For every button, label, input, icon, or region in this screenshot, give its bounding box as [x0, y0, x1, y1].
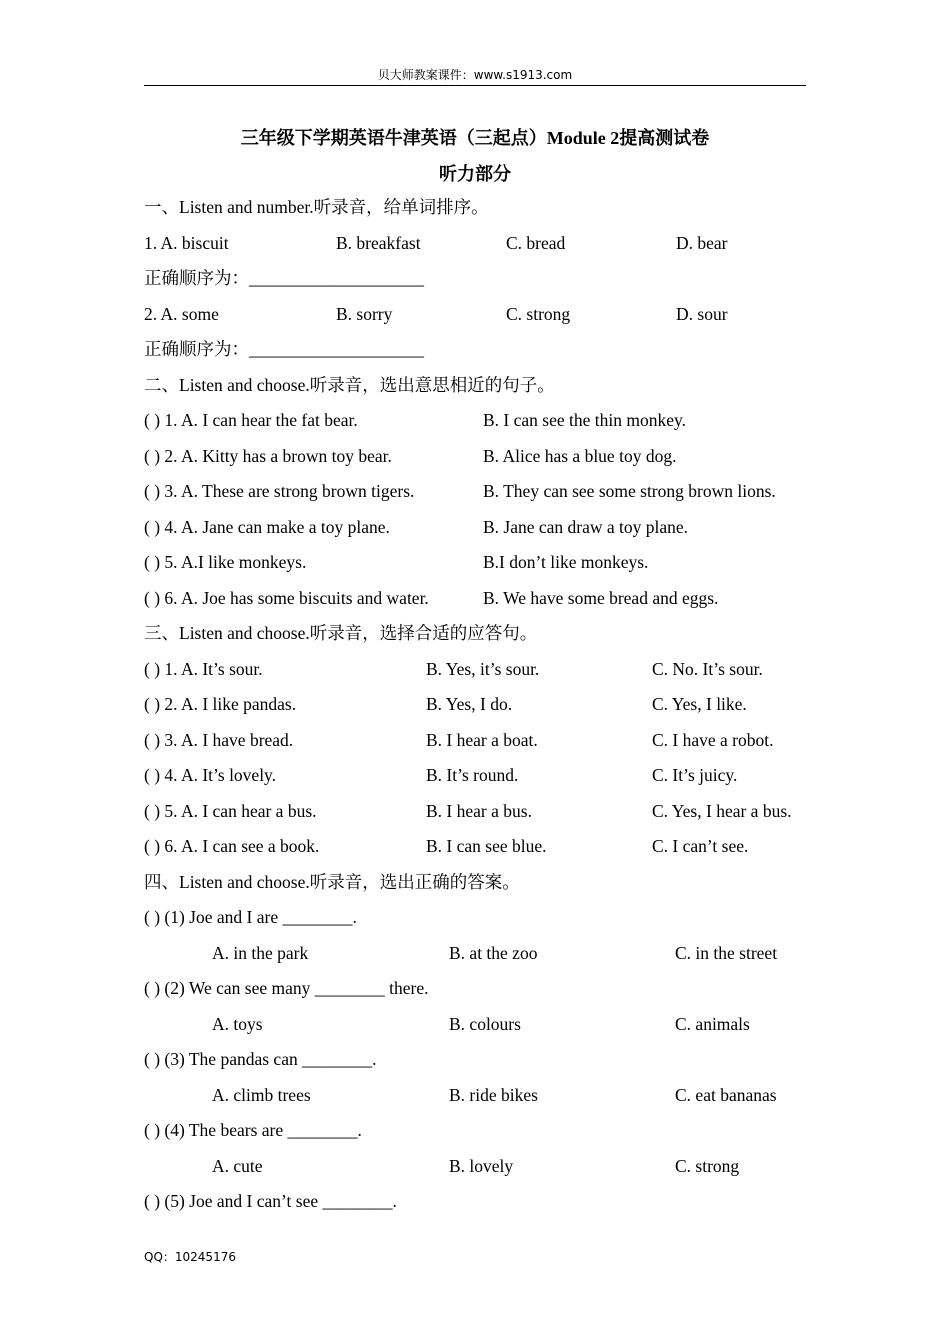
part4-option-b: B. ride bikes	[449, 1085, 538, 1105]
part4-option-c: C. in the street	[675, 943, 778, 963]
part1-heading: 一、Listen and number.听录音，给单词排序。	[144, 197, 489, 217]
part2-item-option-b: B. Jane can draw a toy plane.	[483, 517, 689, 537]
part2-item-option-b: B. We have some bread and eggs.	[483, 588, 719, 608]
page-footer: QQ：10245176	[144, 1250, 236, 1264]
part1-q2-option-a: 2. A. some	[144, 304, 219, 324]
part3-item-option-a: ( ) 4. A. It’s lovely.	[144, 765, 277, 785]
part1-q2-option-b: B. sorry	[336, 304, 393, 324]
part4-question: ( ) (3) The pandas can ________.	[144, 1049, 377, 1069]
part3-item-option-a: ( ) 1. A. It’s sour.	[144, 659, 263, 679]
part4-option-c: C. animals	[675, 1014, 750, 1034]
part2-item-option-a: ( ) 5. A.I like monkeys.	[144, 552, 307, 572]
part3-item-option-c: C. Yes, I hear a bus.	[652, 801, 792, 821]
part2-item-option-b: B.I don’t like monkeys.	[483, 552, 649, 572]
page-header: 贝大师教案课件：www.s1913.com	[377, 68, 573, 82]
part4-question: ( ) (1) Joe and I are ________.	[144, 907, 357, 927]
part4-option-a: A. cute	[212, 1156, 263, 1176]
part2-item-option-b: B. Alice has a blue toy dog.	[483, 446, 677, 466]
exam-title: 三年级下学期英语牛津英语（三起点）Module 2提高测试卷	[240, 128, 710, 148]
part4-question: ( ) (2) We can see many ________ there.	[144, 978, 429, 998]
header-divider	[144, 85, 806, 86]
part3-heading: 三、Listen and choose.听录音，选择合适的应答句。	[144, 623, 538, 643]
part3-item-option-b: B. I can see blue.	[426, 836, 547, 856]
part3-item-option-c: C. I can’t see.	[652, 836, 749, 856]
part2-item-option-a: ( ) 3. A. These are strong brown tigers.	[144, 481, 415, 501]
part1-q1-option-d: D. bear	[676, 233, 728, 253]
part1-q1-option-c: C. bread	[506, 233, 566, 253]
part3-item-option-a: ( ) 2. A. I like pandas.	[144, 694, 297, 714]
part4-option-a: A. in the park	[212, 943, 309, 963]
part3-item-option-b: B. Yes, it’s sour.	[426, 659, 540, 679]
part2-item-option-a: ( ) 4. A. Jane can make a toy plane.	[144, 517, 390, 537]
part4-option-b: B. lovely	[449, 1156, 514, 1176]
part1-q2-option-d: D. sour	[676, 304, 728, 324]
part1-q1-option-a: 1. A. biscuit	[144, 233, 229, 253]
part4-option-c: C. eat bananas	[675, 1085, 777, 1105]
part2-item-option-b: B. I can see the thin monkey.	[483, 410, 686, 430]
part3-item-option-c: C. Yes, I like.	[652, 694, 747, 714]
part3-item-option-b: B. Yes, I do.	[426, 694, 513, 714]
part3-item-option-b: B. I hear a boat.	[426, 730, 538, 750]
part1-q2-option-c: C. strong	[506, 304, 571, 324]
part4-option-b: B. at the zoo	[449, 943, 538, 963]
part3-item-option-b: B. It’s round.	[426, 765, 519, 785]
part4-option-c: C. strong	[675, 1156, 740, 1176]
part3-item-option-c: C. No. It’s sour.	[652, 659, 763, 679]
part4-option-a: A. toys	[212, 1014, 263, 1034]
part2-item-option-a: ( ) 6. A. Joe has some biscuits and water.	[144, 588, 429, 608]
part4-option-a: A. climb trees	[212, 1085, 311, 1105]
part3-item-option-b: B. I hear a bus.	[426, 801, 532, 821]
part4-question: ( ) (4) The bears are ________.	[144, 1120, 362, 1140]
part3-item-option-c: C. I have a robot.	[652, 730, 774, 750]
part1-q2-answer-line: 正确顺序为：____________________	[144, 339, 424, 359]
part4-option-b: B. colours	[449, 1014, 521, 1034]
part1-q1-answer-line: 正确顺序为：____________________	[144, 268, 424, 288]
part2-item-option-a: ( ) 1. A. I can hear the fat bear.	[144, 410, 358, 430]
part3-item-option-a: ( ) 3. A. I have bread.	[144, 730, 294, 750]
part2-heading: 二、Listen and choose.听录音，选出意思相近的句子。	[144, 375, 555, 395]
part4-question: ( ) (5) Joe and I can’t see ________.	[144, 1191, 397, 1211]
part2-item-option-a: ( ) 2. A. Kitty has a brown toy bear.	[144, 446, 392, 466]
part1-q1-option-b: B. breakfast	[336, 233, 421, 253]
part3-item-option-a: ( ) 6. A. I can see a book.	[144, 836, 320, 856]
part3-item-option-a: ( ) 5. A. I can hear a bus.	[144, 801, 317, 821]
part3-item-option-c: C. It’s juicy.	[652, 765, 738, 785]
part2-item-option-b: B. They can see some strong brown lions.	[483, 481, 776, 501]
section-title-listening: 听力部分	[439, 164, 511, 184]
part4-heading: 四、Listen and choose.听录音，选出正确的答案。	[144, 872, 520, 892]
